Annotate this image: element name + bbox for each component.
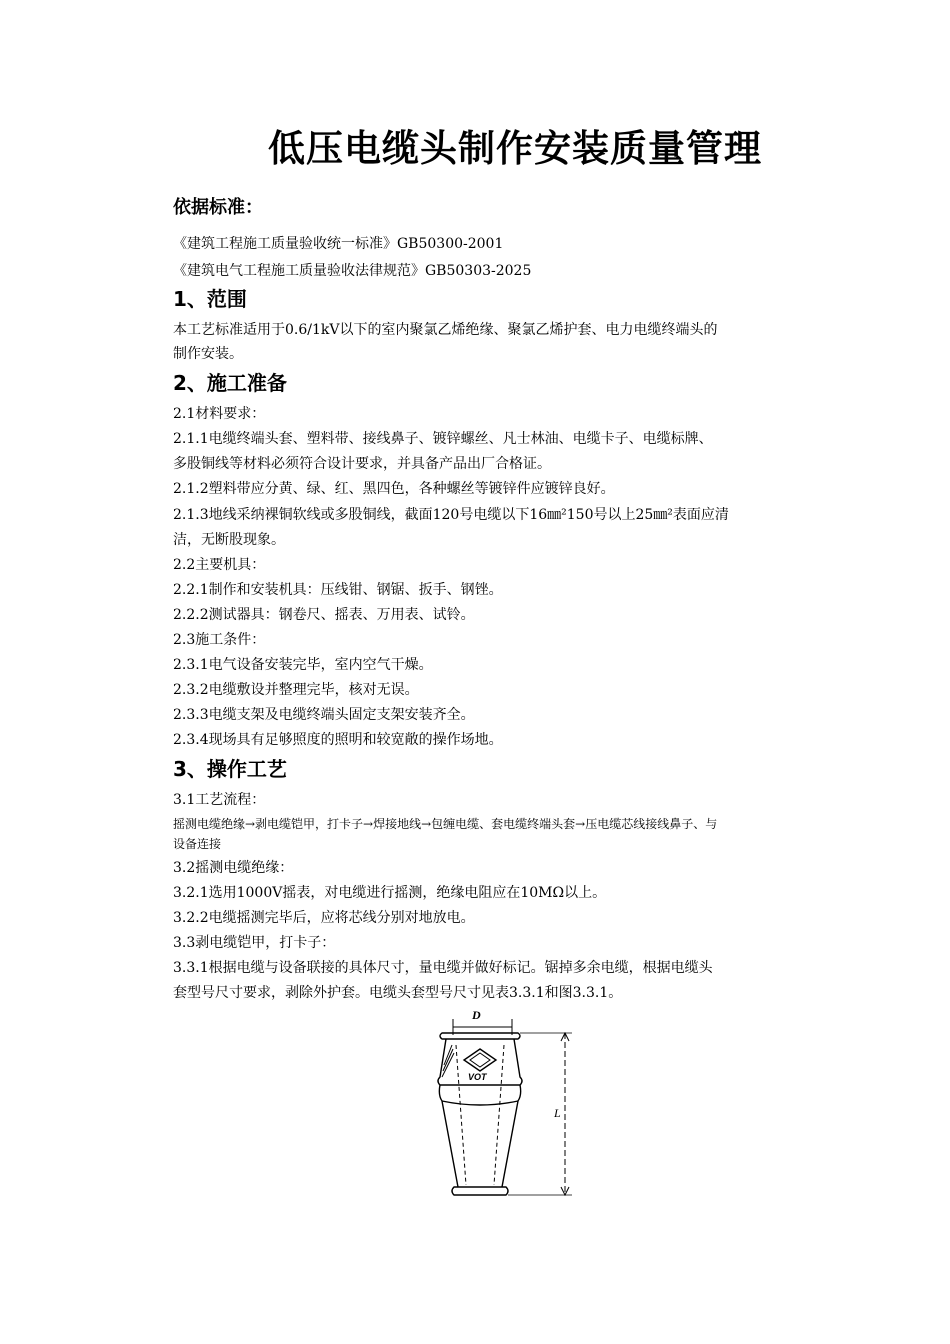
basis-heading: 依据标准： — [173, 197, 263, 218]
section-heading-scope: 1、范围 — [173, 287, 247, 311]
paragraph-line: 套型号尺寸要求，剥除外护套。电缆头套型号尺寸见表3.3.1和图3.3.1。 — [173, 985, 623, 1001]
standard-line: 《建筑电气工程施工质量验收法律规范》GB50303-2025 — [173, 263, 532, 279]
paragraph-line: 3.1工艺流程： — [173, 792, 266, 808]
paragraph-line: 多股铜线等材料必须符合设计要求，并具备产品出厂合格证。 — [173, 456, 551, 472]
paragraph-line: 本工艺标准适用于0.6/1kV以下的室内聚氯乙烯绝缘、聚氯乙烯护套、电力电缆终端头的 — [173, 322, 718, 338]
cable-head-sleeve-figure — [420, 1005, 590, 1205]
brand-label: VOT — [468, 1072, 487, 1082]
paragraph-line: 3.3剥电缆铠甲，打卡子： — [173, 935, 336, 951]
paragraph-line: 洁，无断股现象。 — [173, 532, 285, 548]
paragraph-line: 2.1.1电缆终端头套、塑料带、接线鼻子、镀锌螺丝、凡士林油、电缆卡子、电缆标牌、 — [173, 431, 713, 447]
paragraph-line: 2.2.2测试器具：钢卷尺、摇表、万用表、试铃。 — [173, 607, 475, 623]
paragraph-line: 3.2.1选用1000V摇表，对电缆进行摇测，绝缘电阻应在10MΩ以上。 — [173, 885, 607, 901]
paragraph-line: 2.1.3地线采纳裸铜软线或多股铜线，截面120号电缆以下16㎜²150号以上25㎜²表面应清 — [173, 507, 729, 523]
paragraph-line: 3.2.2电缆摇测完毕后，应将芯线分别对地放电。 — [173, 910, 475, 926]
paragraph-line: 2.1.2塑料带应分黄、绿、红、黑四色，各种螺丝等镀锌件应镀锌良好。 — [173, 481, 615, 497]
paragraph-line: 2.3.2电缆敷设并整理完毕，核对无误。 — [173, 682, 419, 698]
paragraph-line: 2.3.1电气设备安装完毕，室内空气干燥。 — [173, 657, 433, 673]
paragraph-line: 2.3施工条件： — [173, 632, 266, 648]
paragraph-line: 制作安装。 — [173, 346, 243, 362]
section-heading-preparation: 2、施工准备 — [173, 371, 287, 395]
paragraph-line: 3.3.1根据电缆与设备联接的具体尺寸，量电缆并做好标记。锯掉多余电缆，根据电缆头 — [173, 960, 713, 976]
flow-line: 设备连接 — [173, 837, 222, 851]
flow-line: 摇测电缆绝缘→剥电缆铠甲，打卡子→焊接地线→包缠电缆、套电缆终端头套→压电缆芯线接线鼻子、与 — [173, 817, 718, 831]
paragraph-line: 3.2摇测电缆绝缘： — [173, 860, 294, 876]
paragraph-line: 2.2.1制作和安装机具：压线钳、钢锯、扳手、钢锉。 — [173, 582, 503, 598]
dimension-label-l: L — [554, 1106, 561, 1120]
paragraph-line: 2.3.4现场具有足够照度的照明和较宽敞的操作场地。 — [173, 732, 503, 748]
section-heading-process: 3、操作工艺 — [173, 757, 287, 781]
paragraph-line: 2.3.3电缆支架及电缆终端头固定支架安装齐全。 — [173, 707, 475, 723]
paragraph-line: 2.2主要机具： — [173, 557, 266, 573]
paragraph-line: 2.1材料要求： — [173, 406, 266, 422]
standard-line: 《建筑工程施工质量验收统一标准》GB50300-2001 — [173, 236, 504, 252]
document-title: 低压电缆头制作安装质量管理 — [268, 127, 762, 170]
dimension-label-d: D — [472, 1008, 481, 1022]
